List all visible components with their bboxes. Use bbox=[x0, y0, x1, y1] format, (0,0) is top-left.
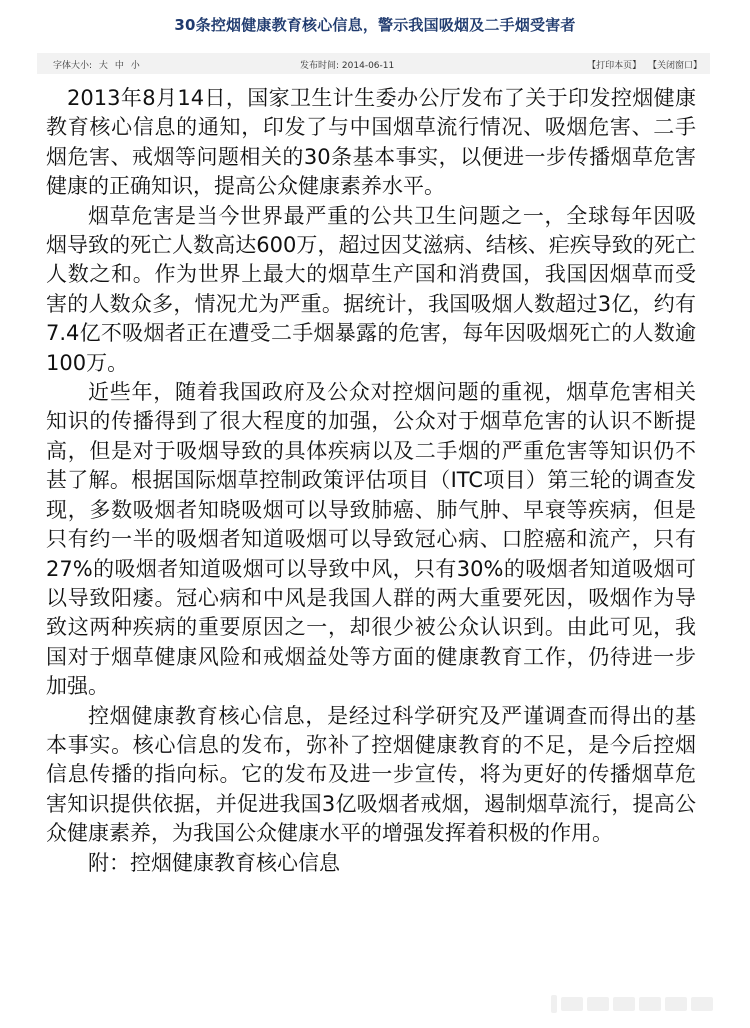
close-window-link[interactable]: 【关闭窗口】 bbox=[647, 61, 702, 71]
page-title: 30条控烟健康教育核心信息，警示我国吸烟及二手烟受害者 bbox=[174, 16, 576, 34]
watermark-icon bbox=[551, 995, 557, 1013]
watermark-block bbox=[587, 997, 609, 1011]
paragraph-core-info: 控烟健康教育核心信息，是经过科学研究及严谨调查而得出的基本事实。核心信息的发布，弥补了控烟健康教育的不足，是今后控烟信息传播的指向标。它的发布及进一步宣传，将为更好的传播烟草危害知识提供依据，并促进我国3亿吸烟者戒烟，遏制烟草流行，提高公众健康素养，为我国公众健康水平的增强发挥着积极的作用。 bbox=[46, 703, 696, 846]
paragraph-intro: 2013年8月14日，国家卫生计生委办公厅发布了关于印发控烟健康教育核心信息的通知，印发了与中国烟草流行情况、吸烟危害、二手烟危害、戒烟等问题相关的30条基本事实，以便进一步传播烟草危害健康的正确知识，提高公众健康素养水平。 bbox=[46, 86, 696, 199]
print-page-link[interactable]: 【打印本页】 bbox=[587, 61, 642, 71]
font-size-label: 字体大小: bbox=[53, 61, 93, 71]
watermark-block bbox=[613, 997, 635, 1011]
font-size-control bbox=[53, 58, 144, 71]
publish-time bbox=[300, 58, 394, 71]
watermark-logo bbox=[551, 993, 736, 1015]
page-actions bbox=[583, 58, 702, 71]
watermark-block bbox=[691, 997, 713, 1011]
font-size-small-link[interactable]: 小 bbox=[130, 61, 140, 71]
watermark-block bbox=[639, 997, 661, 1011]
article-body bbox=[46, 84, 696, 878]
watermark-block bbox=[561, 997, 583, 1011]
paragraph-appendix: 附：控烟健康教育核心信息 bbox=[88, 850, 340, 875]
publish-label: 发布时间: bbox=[300, 61, 340, 71]
font-size-large-link[interactable]: 大 bbox=[98, 61, 108, 71]
font-size-medium-link[interactable]: 中 bbox=[114, 61, 124, 71]
paragraph-tobacco-harm: 烟草危害是当今世界最严重的公共卫生问题之一，全球每年因吸烟导致的死亡人数高达600万，超过因艾滋病、结核、疟疾导致的死亡人数之和。作为世界上最大的烟草生产国和消费国，我国因烟草而受害的人数众多，情况尤为严重。据统计，我国吸烟人数超过3亿，约有7.4亿不吸烟者正在遭受二手烟暴露的危害，每年因吸烟死亡的人数逾100万。 bbox=[46, 203, 696, 375]
article-toolbar bbox=[37, 53, 710, 74]
paragraph-awareness: 近些年，随着我国政府及公众对控烟问题的重视，烟草危害相关知识的传播得到了很大程度的加强，公众对于烟草危害的认识不断提高，但是对于吸烟导致的具体疾病以及二手烟的严重危害等知识仍不甚了解。根据国际烟草控制政策评估项目（ITC项目）第三轮的调查发现，多数吸烟者知晓吸烟可以导致肺癌、肺气肿、早衰等疾病，但是只有约一半的吸烟者知道吸烟可以导致冠心病、口腔癌和流产，只有27%的吸烟者知道吸烟可以导致中风，只有30%的吸烟者知道吸烟可以导致阳痿。冠心病和中风是我国人群的两大重要死因，吸烟作为导致这两种疾病的重要原因之一，却很少被公众认识到。由此可见，我国对于烟草健康风险和戒烟益处等方面的健康教育工作，仍待进一步加强。 bbox=[46, 380, 696, 699]
publish-date: 2014-06-11 bbox=[341, 61, 395, 71]
watermark-block bbox=[665, 997, 687, 1011]
